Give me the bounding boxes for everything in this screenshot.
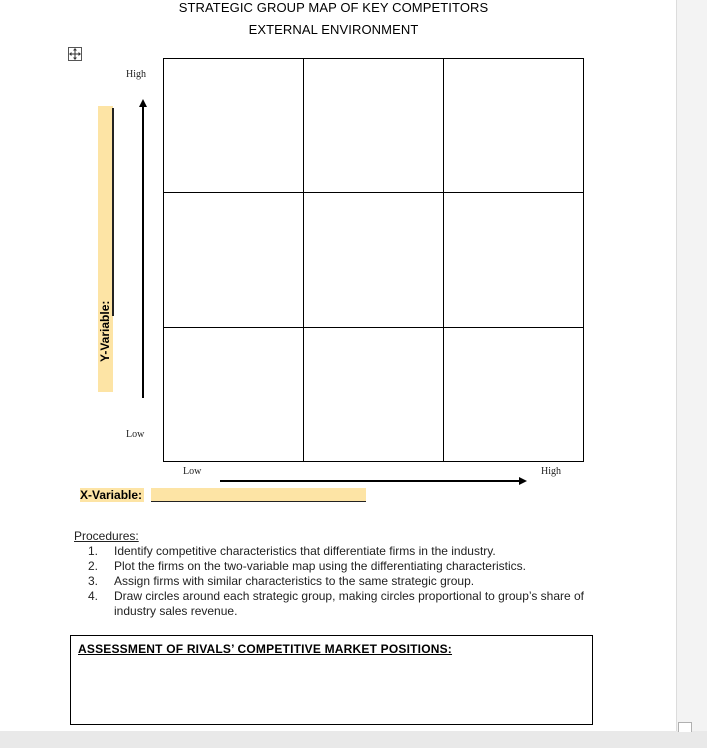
y-variable-label: Y-Variable: — [98, 300, 112, 362]
procedures-list — [74, 544, 614, 619]
scrollbar-corner — [678, 722, 692, 732]
page-title: STRATEGIC GROUP MAP OF KEY COMPETITORS — [178, 0, 489, 15]
y-axis-high-label: High — [126, 69, 146, 80]
list-item-text: Plot the firms on the two-variable map using the differentiating characteristics. — [114, 559, 526, 573]
vertical-scrollbar[interactable] — [676, 0, 707, 731]
table-move-handle-icon[interactable] — [68, 47, 82, 61]
list-item — [74, 574, 614, 589]
grid-cell[interactable] — [304, 59, 444, 193]
procedures-heading: Procedures: — [74, 529, 139, 543]
list-item-text: Identify competitive characteristics that differentiate firms in the industry. — [114, 544, 496, 558]
list-item-text: Assign firms with similar characteristics to the same strategic group. — [114, 574, 475, 588]
x-axis-line — [220, 480, 520, 482]
grid-cell[interactable] — [164, 193, 304, 327]
x-axis-tick-left — [163, 453, 164, 462]
assessment-title: ASSESSMENT OF RIVALS’ COMPETITIVE MARKET POSITIONS: — [78, 642, 453, 656]
page-subtitle: EXTERNAL ENVIRONMENT — [248, 22, 419, 37]
list-item — [74, 589, 614, 619]
grid-cell[interactable] — [444, 59, 584, 193]
x-axis-low-label: Low — [183, 466, 202, 477]
grid-cell[interactable] — [304, 193, 444, 327]
list-item-number: 2. — [87, 559, 98, 573]
procedures-section — [74, 529, 614, 619]
y-variable-underline — [112, 108, 114, 316]
grid-cell[interactable] — [444, 193, 584, 327]
grid-cell[interactable] — [164, 328, 304, 462]
y-axis-line — [142, 107, 144, 398]
list-item-number: 4. — [87, 589, 98, 603]
y-axis-low-label: Low — [126, 429, 145, 440]
list-item-number: 1. — [87, 544, 98, 558]
x-axis-arrow-icon — [519, 477, 527, 485]
assessment-box[interactable] — [70, 635, 593, 725]
grid-cell[interactable] — [444, 328, 584, 462]
grid-cell[interactable] — [304, 328, 444, 462]
x-variable-label: X-Variable: — [80, 488, 143, 502]
list-item — [74, 544, 614, 559]
x-variable-input[interactable] — [151, 488, 366, 502]
x-variable-field[interactable] — [77, 487, 367, 503]
list-item-number: 3. — [87, 574, 98, 588]
strategic-group-grid — [163, 58, 584, 462]
grid-cell[interactable] — [164, 59, 304, 193]
list-item — [74, 559, 614, 574]
x-axis-high-label: High — [541, 466, 561, 477]
y-axis-arrow-icon — [139, 99, 147, 107]
x-axis-tick-right — [583, 453, 584, 462]
list-item-text: Draw circles around each strategic group, making circles proportional to group’s share of industry sales revenue. — [114, 589, 585, 618]
